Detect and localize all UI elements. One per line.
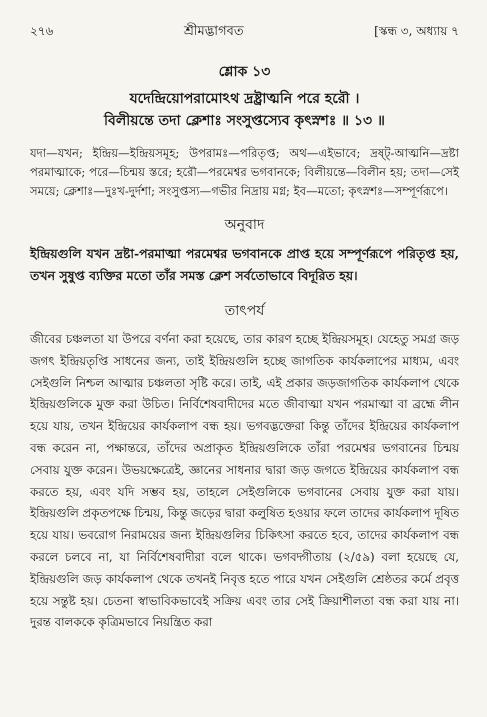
synonyms-paragraph: যদা—যখন; ইন্দ্রিয়—ইন্দ্রিয়সমূহ; উপরামঃ—পরিতৃপ্ত; অথ—এইভাবে; দ্রষ্ট্-আত্মনি—দ্রষ্টা পরমাত্মাকে; পরে—চিন্ময় স্তরে; হরৌ—পরমেশ্বর ভগবানকে; বিলীয়ন্তে—বিলীন হয়; তদা—সেই সময়ে; ক্লেশাঃ—দুঃখ-দুর্দশা; সংসুপ্তস্য—গভীর নিদ্রায় মগ্ন; ইব—মতো; কৃৎস্নশঃ—সম্পূর্ণরূপে।	[30, 146, 459, 198]
page-number: ২৭৬	[30, 24, 54, 38]
chapter-reference: [স্কন্ধ ৩, অধ্যায় ৭	[374, 24, 459, 38]
verse-line-2: বিলীয়ন্তে তদা ক্লেশাঃ সংসুপ্তস্যেব কৃৎস্নশঃ ॥ ১৩ ॥	[104, 113, 385, 129]
page-header	[30, 22, 459, 44]
verse-heading: শ্লোক ১৩	[218, 64, 271, 80]
verse-line-1: যদেন্দ্রিয়োপরামোঽথ দ্রষ্ট্রাত্মনি পরে হরৌ ।	[129, 91, 360, 107]
verse-text	[30, 88, 459, 132]
translation-heading: অনুবাদ	[224, 217, 265, 233]
book-title: শ্রীমদ্ভাগবত	[183, 24, 244, 39]
purport-paragraph: জীবের চঞ্চলতা যা উপরে বর্ণনা করা হয়েছে, তার কারণ হচ্ছে ইন্দ্রিয়সমূহ। যেহেতু সমগ্র জড় জগৎ ইন্দ্রিয়তৃপ্তি সাধনের জন্য, তাই ইন্দ্রিয়গুলি হচ্ছে জাগতিক কার্যকলাপের মাধ্যম, এবং সেইগুলি নিশ্চল আত্মার চঞ্চলতা সৃষ্টি করে। তাই, এই প্রকার জড়জাগতিক কার্যকলাপ থেকে ইন্দ্রিয়গুলিকে মুক্ত করা উচিত। নির্বিশেষবাদীদের মতে জীবাত্মা যখন পরমাত্মা বা ব্রহ্মে লীন হয়ে যায়, তখন ইন্দ্রিয়ের কার্যকলাপ বন্ধ হয়। ভগবদ্ভক্তেরা কিন্তু তাঁদের ইন্দ্রিয়ের কার্যকলাপ বন্ধ করেন না, পক্ষান্তরে, তাঁদের অপ্রাকৃত ইন্দ্রিয়গুলিকে তাঁরা পরমেশ্বর ভগবানের চিন্ময় সেবায় যুক্ত করেন। উভয়ক্ষেত্রেই, জ্ঞানের সাধনার দ্বারা জড় জগতে ইন্দ্রিয়ের কার্যকলাপ বন্ধ করতে হয়, এবং যদি সম্ভব হয়, তাহলে সেইগুলিকে ভগবানের সেবায় যুক্ত করা যায়। ইন্দ্রিয়গুলি প্রকৃতপক্ষে চিন্ময়, কিন্তু জড়ের দ্বারা কলুষিত হওয়ার ফলে তাদের কার্যকলাপ দূষিত হয়ে যায়। ভবরোগ নিরাময়ের জন্য ইন্দ্রিয়গুলির চিকিৎসা করতে হবে, তাদের কার্যকলাপ বন্ধ করলে চলবে না, যা নির্বিশেষবাদীরা বলে থাকে। ভগবদ্গীতায় (২/৫৯) বলা হয়েছে যে, ইন্দ্রিয়গুলি জড় কার্যকলাপ থেকে তখনই নিবৃত্ত হতে পারে যখন সেইগুলি শ্রেষ্ঠতর কর্মে প্রবৃত্ত হয়ে সন্তুষ্ট হয়। চেতনা স্বাভাবিকভাবেই সক্রিয় এবং তার সেই ক্রিয়াশীলতা বন্ধ করা যায় না। দুরন্ত বালককে কৃত্রিমভাবে নিয়ন্ত্রিত করা	[30, 332, 460, 630]
translation-paragraph: ইন্দ্রিয়গুলি যখন দ্রষ্টা-পরমাত্মা পরমেশ্বর ভগবানকে প্রাপ্ত হয়ে সম্পূর্ণরূপে পরিতৃপ্ত হয়, তখন সুষুপ্ত ব্যক্তির মতো তাঁর সমস্ত ক্লেশ সর্বতোভাবে বিদূরিত হয়।	[30, 246, 459, 283]
purport-heading: তাৎপর্য	[224, 303, 265, 319]
